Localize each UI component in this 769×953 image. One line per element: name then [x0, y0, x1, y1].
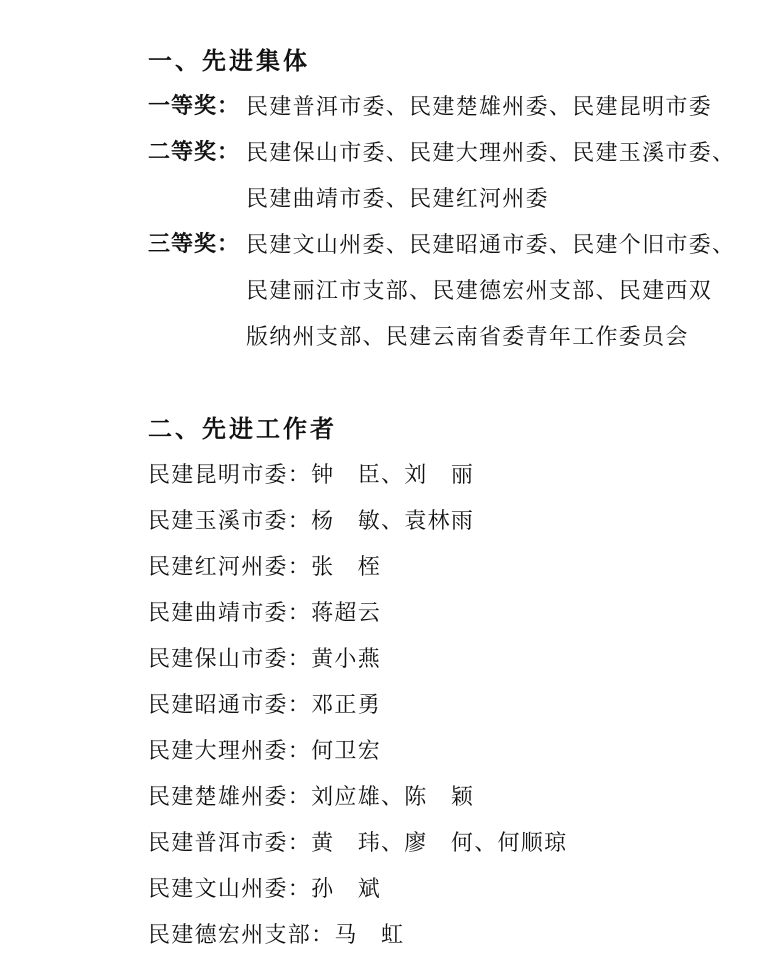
worker-row [148, 452, 748, 498]
award-winners-line: 版纳州支部、民建云南省委青年工作委员会 [246, 324, 689, 349]
award-row-first-prize [148, 84, 748, 130]
worker-org-label: 民建普洱市委： [148, 830, 312, 855]
award-label-first-prize: 一等奖： [148, 94, 241, 119]
worker-org-label: 民建玉溪市委： [148, 508, 312, 533]
worker-names: 钟 臣、刘 丽 [311, 462, 475, 487]
worker-names: 马 虹 [334, 922, 405, 947]
award-winners-line: 民建保山市委、民建大理州委、民建玉溪市委、 [246, 140, 736, 165]
worker-org-label: 民建文山州委： [148, 876, 312, 901]
award-label-third-prize: 三等奖： [148, 232, 241, 257]
award-winners-line: 民建文山州委、民建昭通市委、民建个旧市委、 [246, 232, 736, 257]
award-row-second-prize [148, 130, 748, 222]
award-winners-line: 民建丽江市支部、民建德宏州支部、民建西双 [246, 278, 713, 303]
worker-org-label: 民建曲靖市委： [148, 600, 312, 625]
worker-row [148, 590, 748, 636]
worker-row [148, 682, 748, 728]
worker-names: 杨 敏、袁林雨 [311, 508, 475, 533]
section-spacer [148, 360, 748, 406]
worker-row [148, 636, 748, 682]
worker-names: 黄 玮、廖 何、何顺琼 [311, 830, 568, 855]
worker-row [148, 774, 748, 820]
award-winners-line: 民建曲靖市委、民建红河州委 [246, 186, 549, 211]
worker-row [148, 544, 748, 590]
worker-row [148, 912, 748, 953]
document-body [148, 38, 748, 953]
worker-row [148, 728, 748, 774]
section-heading-workers: 二、先进工作者 [148, 415, 337, 443]
worker-row [148, 820, 748, 866]
worker-org-label: 民建昭通市委： [148, 692, 312, 717]
worker-row [148, 498, 748, 544]
worker-org-label: 民建保山市委： [148, 646, 312, 671]
worker-names: 张 桎 [311, 554, 382, 579]
worker-org-label: 民建德宏州支部： [148, 922, 335, 947]
worker-names: 蒋超云 [311, 600, 382, 625]
worker-org-label: 民建昆明市委： [148, 462, 312, 487]
award-winners-third-prize [246, 222, 748, 360]
award-row-third-prize [148, 222, 748, 360]
award-winners-first-prize [246, 84, 748, 130]
worker-names: 邓正勇 [311, 692, 382, 717]
section-heading-collectives: 一、先进集体 [148, 47, 310, 75]
award-winners-second-prize [246, 130, 748, 222]
award-winners-line: 民建普洱市委、民建楚雄州委、民建昆明市委 [246, 94, 713, 119]
worker-org-label: 民建楚雄州委： [148, 784, 312, 809]
worker-org-label: 民建大理州委： [148, 738, 312, 763]
worker-org-label: 民建红河州委： [148, 554, 312, 579]
worker-names: 黄小燕 [311, 646, 382, 671]
worker-names: 何卫宏 [311, 738, 382, 763]
award-label-second-prize: 二等奖： [148, 140, 241, 165]
worker-names: 刘应雄、陈 颖 [311, 784, 475, 809]
worker-names: 孙 斌 [311, 876, 382, 901]
worker-row [148, 866, 748, 912]
